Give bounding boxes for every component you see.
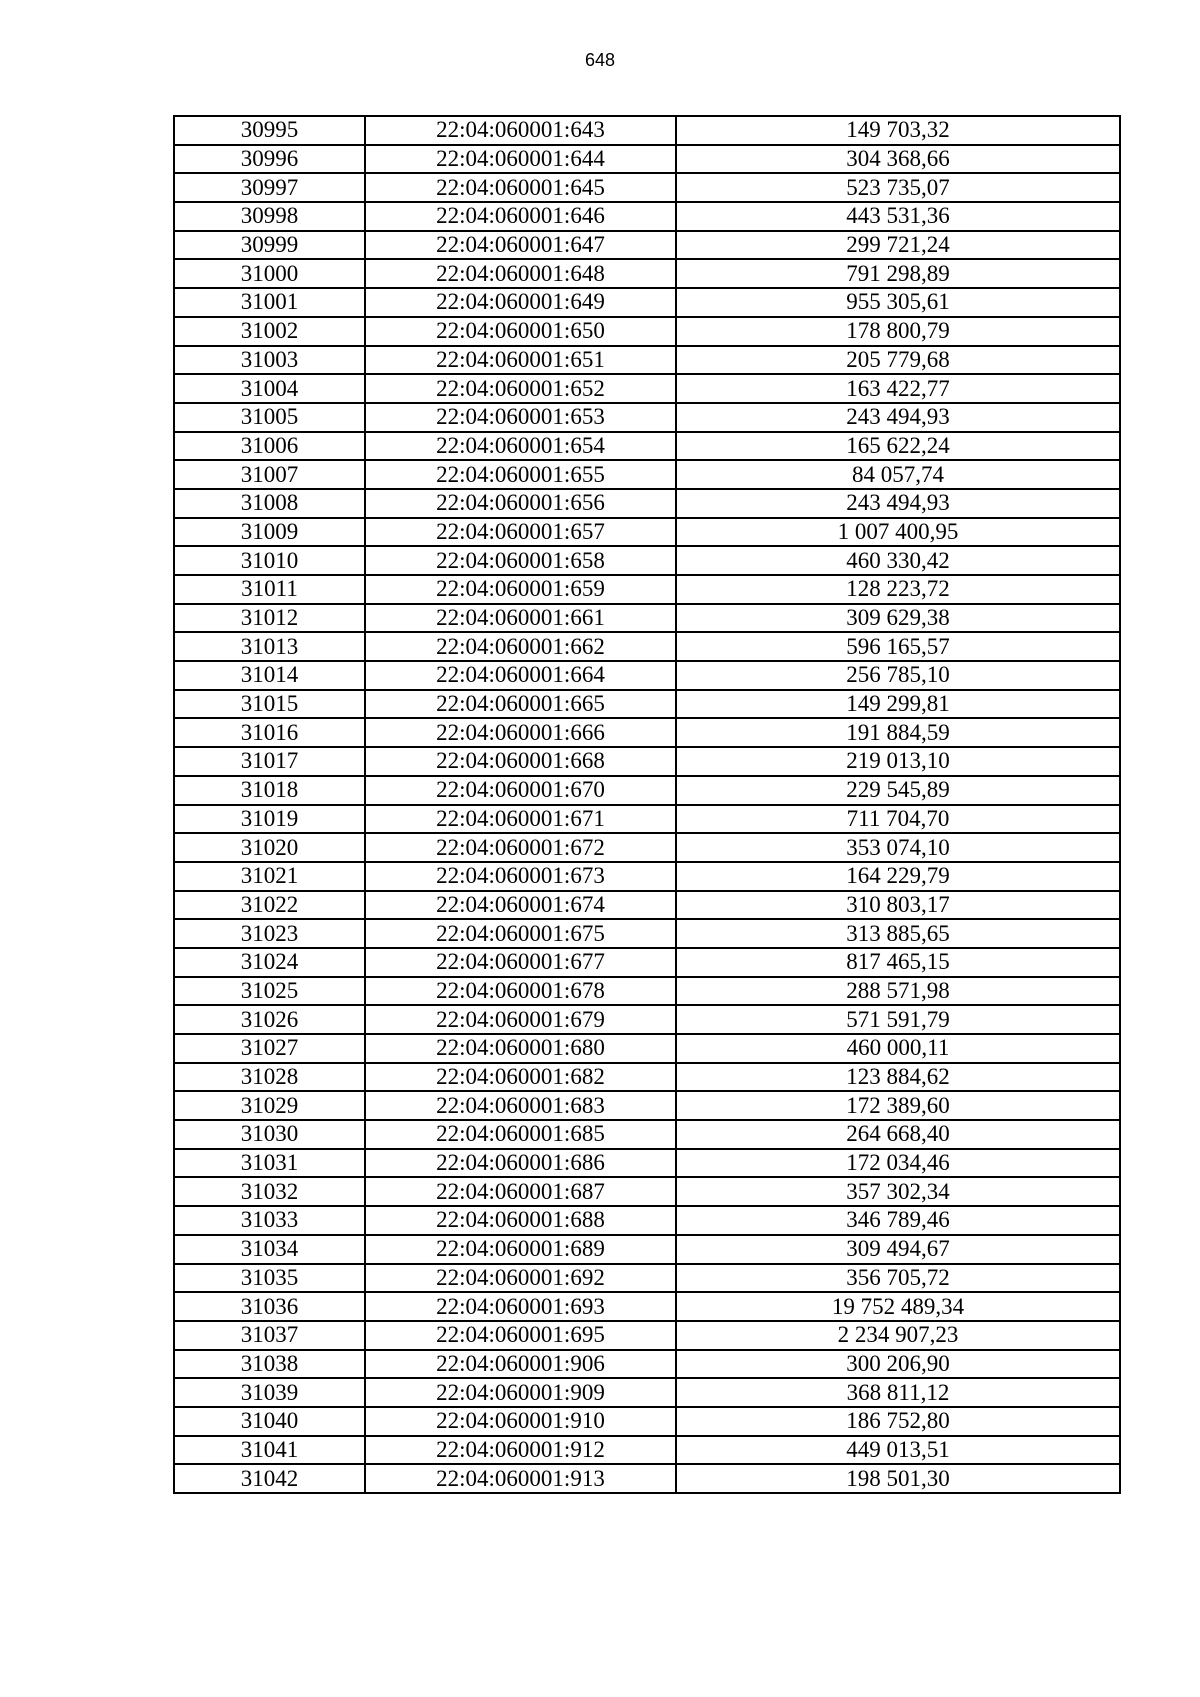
cadastral-value-cell: 817 465,15	[676, 948, 1120, 977]
row-number-cell: 31001	[174, 288, 365, 317]
row-number-cell: 31011	[174, 575, 365, 604]
cadastral-value-cell: 357 302,34	[676, 1177, 1120, 1206]
cadastral-number-cell: 22:04:060001:686	[365, 1149, 676, 1178]
table-row	[174, 1464, 1120, 1493]
cadastral-value-cell: 460 000,11	[676, 1034, 1120, 1063]
row-number-cell: 31013	[174, 632, 365, 661]
row-number-cell: 30999	[174, 231, 365, 260]
table-row	[174, 1407, 1120, 1436]
cadastral-value-cell: 128 223,72	[676, 575, 1120, 604]
cadastral-value-table	[173, 115, 1121, 1494]
cadastral-value-cell: 198 501,30	[676, 1464, 1120, 1493]
cadastral-number-cell: 22:04:060001:679	[365, 1005, 676, 1034]
cadastral-value-cell: 356 705,72	[676, 1264, 1120, 1293]
row-number-cell: 31025	[174, 977, 365, 1006]
row-number-cell: 31037	[174, 1321, 365, 1350]
cadastral-number-cell: 22:04:060001:656	[365, 489, 676, 518]
cadastral-value-cell: 310 803,17	[676, 891, 1120, 920]
cadastral-value-cell: 449 013,51	[676, 1436, 1120, 1465]
cadastral-number-cell: 22:04:060001:906	[365, 1350, 676, 1379]
row-number-cell: 31029	[174, 1091, 365, 1120]
table-row	[174, 891, 1120, 920]
row-number-cell: 31017	[174, 747, 365, 776]
table-row	[174, 1436, 1120, 1465]
cadastral-number-cell: 22:04:060001:644	[365, 145, 676, 174]
table-row	[174, 919, 1120, 948]
cadastral-value-cell: 443 531,36	[676, 202, 1120, 231]
cadastral-value-cell: 205 779,68	[676, 346, 1120, 375]
table-body	[174, 116, 1120, 1493]
row-number-cell: 31014	[174, 661, 365, 690]
row-number-cell: 31008	[174, 489, 365, 518]
cadastral-value-cell: 264 668,40	[676, 1120, 1120, 1149]
cadastral-value-cell: 460 330,42	[676, 546, 1120, 575]
row-number-cell: 30996	[174, 145, 365, 174]
table-row	[174, 1177, 1120, 1206]
table-row	[174, 145, 1120, 174]
cadastral-value-cell: 300 206,90	[676, 1350, 1120, 1379]
cadastral-number-cell: 22:04:060001:678	[365, 977, 676, 1006]
cadastral-number-cell: 22:04:060001:664	[365, 661, 676, 690]
table-row	[174, 518, 1120, 547]
table-row	[174, 202, 1120, 231]
row-number-cell: 31021	[174, 862, 365, 891]
cadastral-value-cell: 309 494,67	[676, 1235, 1120, 1264]
cadastral-number-cell: 22:04:060001:649	[365, 288, 676, 317]
row-number-cell: 30997	[174, 173, 365, 202]
cadastral-number-cell: 22:04:060001:655	[365, 460, 676, 489]
row-number-cell: 31003	[174, 346, 365, 375]
table-row	[174, 948, 1120, 977]
table-row	[174, 173, 1120, 202]
cadastral-number-cell: 22:04:060001:657	[365, 518, 676, 547]
table-row	[174, 460, 1120, 489]
cadastral-value-cell: 309 629,38	[676, 604, 1120, 633]
cadastral-value-cell: 313 885,65	[676, 919, 1120, 948]
table-row	[174, 489, 1120, 518]
cadastral-number-cell: 22:04:060001:912	[365, 1436, 676, 1465]
cadastral-number-cell: 22:04:060001:683	[365, 1091, 676, 1120]
row-number-cell: 31027	[174, 1034, 365, 1063]
cadastral-number-cell: 22:04:060001:685	[365, 1120, 676, 1149]
row-number-cell: 31002	[174, 317, 365, 346]
cadastral-value-cell: 368 811,12	[676, 1378, 1120, 1407]
row-number-cell: 31032	[174, 1177, 365, 1206]
row-number-cell: 31036	[174, 1292, 365, 1321]
cadastral-value-cell: 219 013,10	[676, 747, 1120, 776]
table-row	[174, 403, 1120, 432]
cadastral-number-cell: 22:04:060001:688	[365, 1206, 676, 1235]
cadastral-number-cell: 22:04:060001:909	[365, 1378, 676, 1407]
cadastral-number-cell: 22:04:060001:674	[365, 891, 676, 920]
cadastral-number-cell: 22:04:060001:651	[365, 346, 676, 375]
cadastral-number-cell: 22:04:060001:653	[365, 403, 676, 432]
row-number-cell: 31018	[174, 776, 365, 805]
page-number: 648	[584, 50, 616, 70]
row-number-cell: 31026	[174, 1005, 365, 1034]
row-number-cell: 31028	[174, 1063, 365, 1092]
row-number-cell: 31004	[174, 374, 365, 403]
row-number-cell: 31039	[174, 1378, 365, 1407]
cadastral-number-cell: 22:04:060001:647	[365, 231, 676, 260]
table-row	[174, 862, 1120, 891]
row-number-cell: 31031	[174, 1149, 365, 1178]
table-row	[174, 317, 1120, 346]
table-row	[174, 432, 1120, 461]
cadastral-number-cell: 22:04:060001:652	[365, 374, 676, 403]
cadastral-value-cell: 19 752 489,34	[676, 1292, 1120, 1321]
cadastral-value-cell: 149 703,32	[676, 116, 1120, 145]
table-row	[174, 690, 1120, 719]
table-row	[174, 374, 1120, 403]
cadastral-value-cell: 256 785,10	[676, 661, 1120, 690]
cadastral-number-cell: 22:04:060001:687	[365, 1177, 676, 1206]
cadastral-value-cell: 243 494,93	[676, 403, 1120, 432]
cadastral-number-cell: 22:04:060001:673	[365, 862, 676, 891]
table-row	[174, 1149, 1120, 1178]
table-row	[174, 1350, 1120, 1379]
cadastral-value-cell: 523 735,07	[676, 173, 1120, 202]
table-row	[174, 1005, 1120, 1034]
cadastral-number-cell: 22:04:060001:659	[365, 575, 676, 604]
cadastral-number-cell: 22:04:060001:654	[365, 432, 676, 461]
cadastral-value-cell: 165 622,24	[676, 432, 1120, 461]
cadastral-number-cell: 22:04:060001:666	[365, 718, 676, 747]
row-number-cell: 31042	[174, 1464, 365, 1493]
row-number-cell: 30995	[174, 116, 365, 145]
row-number-cell: 31034	[174, 1235, 365, 1264]
cadastral-number-cell: 22:04:060001:661	[365, 604, 676, 633]
cadastral-value-cell: 304 368,66	[676, 145, 1120, 174]
cadastral-value-cell: 243 494,93	[676, 489, 1120, 518]
row-number-cell: 31020	[174, 833, 365, 862]
row-number-cell: 31033	[174, 1206, 365, 1235]
cadastral-value-cell: 84 057,74	[676, 460, 1120, 489]
cadastral-number-cell: 22:04:060001:682	[365, 1063, 676, 1092]
table-row	[174, 1034, 1120, 1063]
cadastral-value-cell: 164 229,79	[676, 862, 1120, 891]
table-row	[174, 661, 1120, 690]
table-row	[174, 1235, 1120, 1264]
row-number-cell: 31009	[174, 518, 365, 547]
cadastral-value-cell: 791 298,89	[676, 259, 1120, 288]
row-number-cell: 31022	[174, 891, 365, 920]
row-number-cell: 31040	[174, 1407, 365, 1436]
row-number-cell: 30998	[174, 202, 365, 231]
row-number-cell: 31006	[174, 432, 365, 461]
cadastral-number-cell: 22:04:060001:650	[365, 317, 676, 346]
cadastral-value-cell: 149 299,81	[676, 690, 1120, 719]
cadastral-value-cell: 2 234 907,23	[676, 1321, 1120, 1350]
table-row	[174, 288, 1120, 317]
cadastral-number-cell: 22:04:060001:646	[365, 202, 676, 231]
table-row	[174, 259, 1120, 288]
cadastral-value-cell: 711 704,70	[676, 805, 1120, 834]
cadastral-number-cell: 22:04:060001:692	[365, 1264, 676, 1293]
row-number-cell: 31000	[174, 259, 365, 288]
cadastral-value-cell: 172 389,60	[676, 1091, 1120, 1120]
table-row	[174, 546, 1120, 575]
cadastral-number-cell: 22:04:060001:658	[365, 546, 676, 575]
table-row	[174, 346, 1120, 375]
cadastral-value-cell: 571 591,79	[676, 1005, 1120, 1034]
cadastral-number-cell: 22:04:060001:662	[365, 632, 676, 661]
row-number-cell: 31024	[174, 948, 365, 977]
cadastral-number-cell: 22:04:060001:672	[365, 833, 676, 862]
cadastral-number-cell: 22:04:060001:643	[365, 116, 676, 145]
table-row	[174, 575, 1120, 604]
cadastral-value-cell: 955 305,61	[676, 288, 1120, 317]
cadastral-number-cell: 22:04:060001:693	[365, 1292, 676, 1321]
table-row	[174, 1120, 1120, 1149]
row-number-cell: 31007	[174, 460, 365, 489]
cadastral-value-cell: 353 074,10	[676, 833, 1120, 862]
cadastral-number-cell: 22:04:060001:695	[365, 1321, 676, 1350]
table-row	[174, 1063, 1120, 1092]
cadastral-number-cell: 22:04:060001:677	[365, 948, 676, 977]
table-row	[174, 1321, 1120, 1350]
table-row	[174, 1378, 1120, 1407]
table-row	[174, 1292, 1120, 1321]
table-row	[174, 1206, 1120, 1235]
cadastral-value-cell: 186 752,80	[676, 1407, 1120, 1436]
row-number-cell: 31010	[174, 546, 365, 575]
cadastral-number-cell: 22:04:060001:645	[365, 173, 676, 202]
table-row	[174, 604, 1120, 633]
row-number-cell: 31016	[174, 718, 365, 747]
cadastral-number-cell: 22:04:060001:675	[365, 919, 676, 948]
row-number-cell: 31030	[174, 1120, 365, 1149]
row-number-cell: 31023	[174, 919, 365, 948]
row-number-cell: 31041	[174, 1436, 365, 1465]
cadastral-number-cell: 22:04:060001:648	[365, 259, 676, 288]
cadastral-value-cell: 178 800,79	[676, 317, 1120, 346]
table-row	[174, 231, 1120, 260]
cadastral-value-cell: 1 007 400,95	[676, 518, 1120, 547]
cadastral-value-cell: 346 789,46	[676, 1206, 1120, 1235]
table-row	[174, 1091, 1120, 1120]
table-row	[174, 805, 1120, 834]
table-row	[174, 116, 1120, 145]
table-row	[174, 1264, 1120, 1293]
cadastral-number-cell: 22:04:060001:689	[365, 1235, 676, 1264]
table-row	[174, 833, 1120, 862]
row-number-cell: 31015	[174, 690, 365, 719]
table-row	[174, 632, 1120, 661]
cadastral-value-cell: 163 422,77	[676, 374, 1120, 403]
cadastral-value-cell: 288 571,98	[676, 977, 1120, 1006]
table-row	[174, 747, 1120, 776]
table-row	[174, 718, 1120, 747]
row-number-cell: 31035	[174, 1264, 365, 1293]
cadastral-value-cell: 596 165,57	[676, 632, 1120, 661]
cadastral-number-cell: 22:04:060001:913	[365, 1464, 676, 1493]
cadastral-value-cell: 229 545,89	[676, 776, 1120, 805]
row-number-cell: 31005	[174, 403, 365, 432]
table-row	[174, 776, 1120, 805]
row-number-cell: 31019	[174, 805, 365, 834]
cadastral-number-cell: 22:04:060001:665	[365, 690, 676, 719]
cadastral-number-cell: 22:04:060001:680	[365, 1034, 676, 1063]
row-number-cell: 31012	[174, 604, 365, 633]
cadastral-number-cell: 22:04:060001:668	[365, 747, 676, 776]
cadastral-value-cell: 191 884,59	[676, 718, 1120, 747]
cadastral-value-cell: 172 034,46	[676, 1149, 1120, 1178]
row-number-cell: 31038	[174, 1350, 365, 1379]
cadastral-value-cell: 299 721,24	[676, 231, 1120, 260]
cadastral-value-cell: 123 884,62	[676, 1063, 1120, 1092]
cadastral-number-cell: 22:04:060001:670	[365, 776, 676, 805]
cadastral-number-cell: 22:04:060001:671	[365, 805, 676, 834]
cadastral-number-cell: 22:04:060001:910	[365, 1407, 676, 1436]
table-row	[174, 977, 1120, 1006]
